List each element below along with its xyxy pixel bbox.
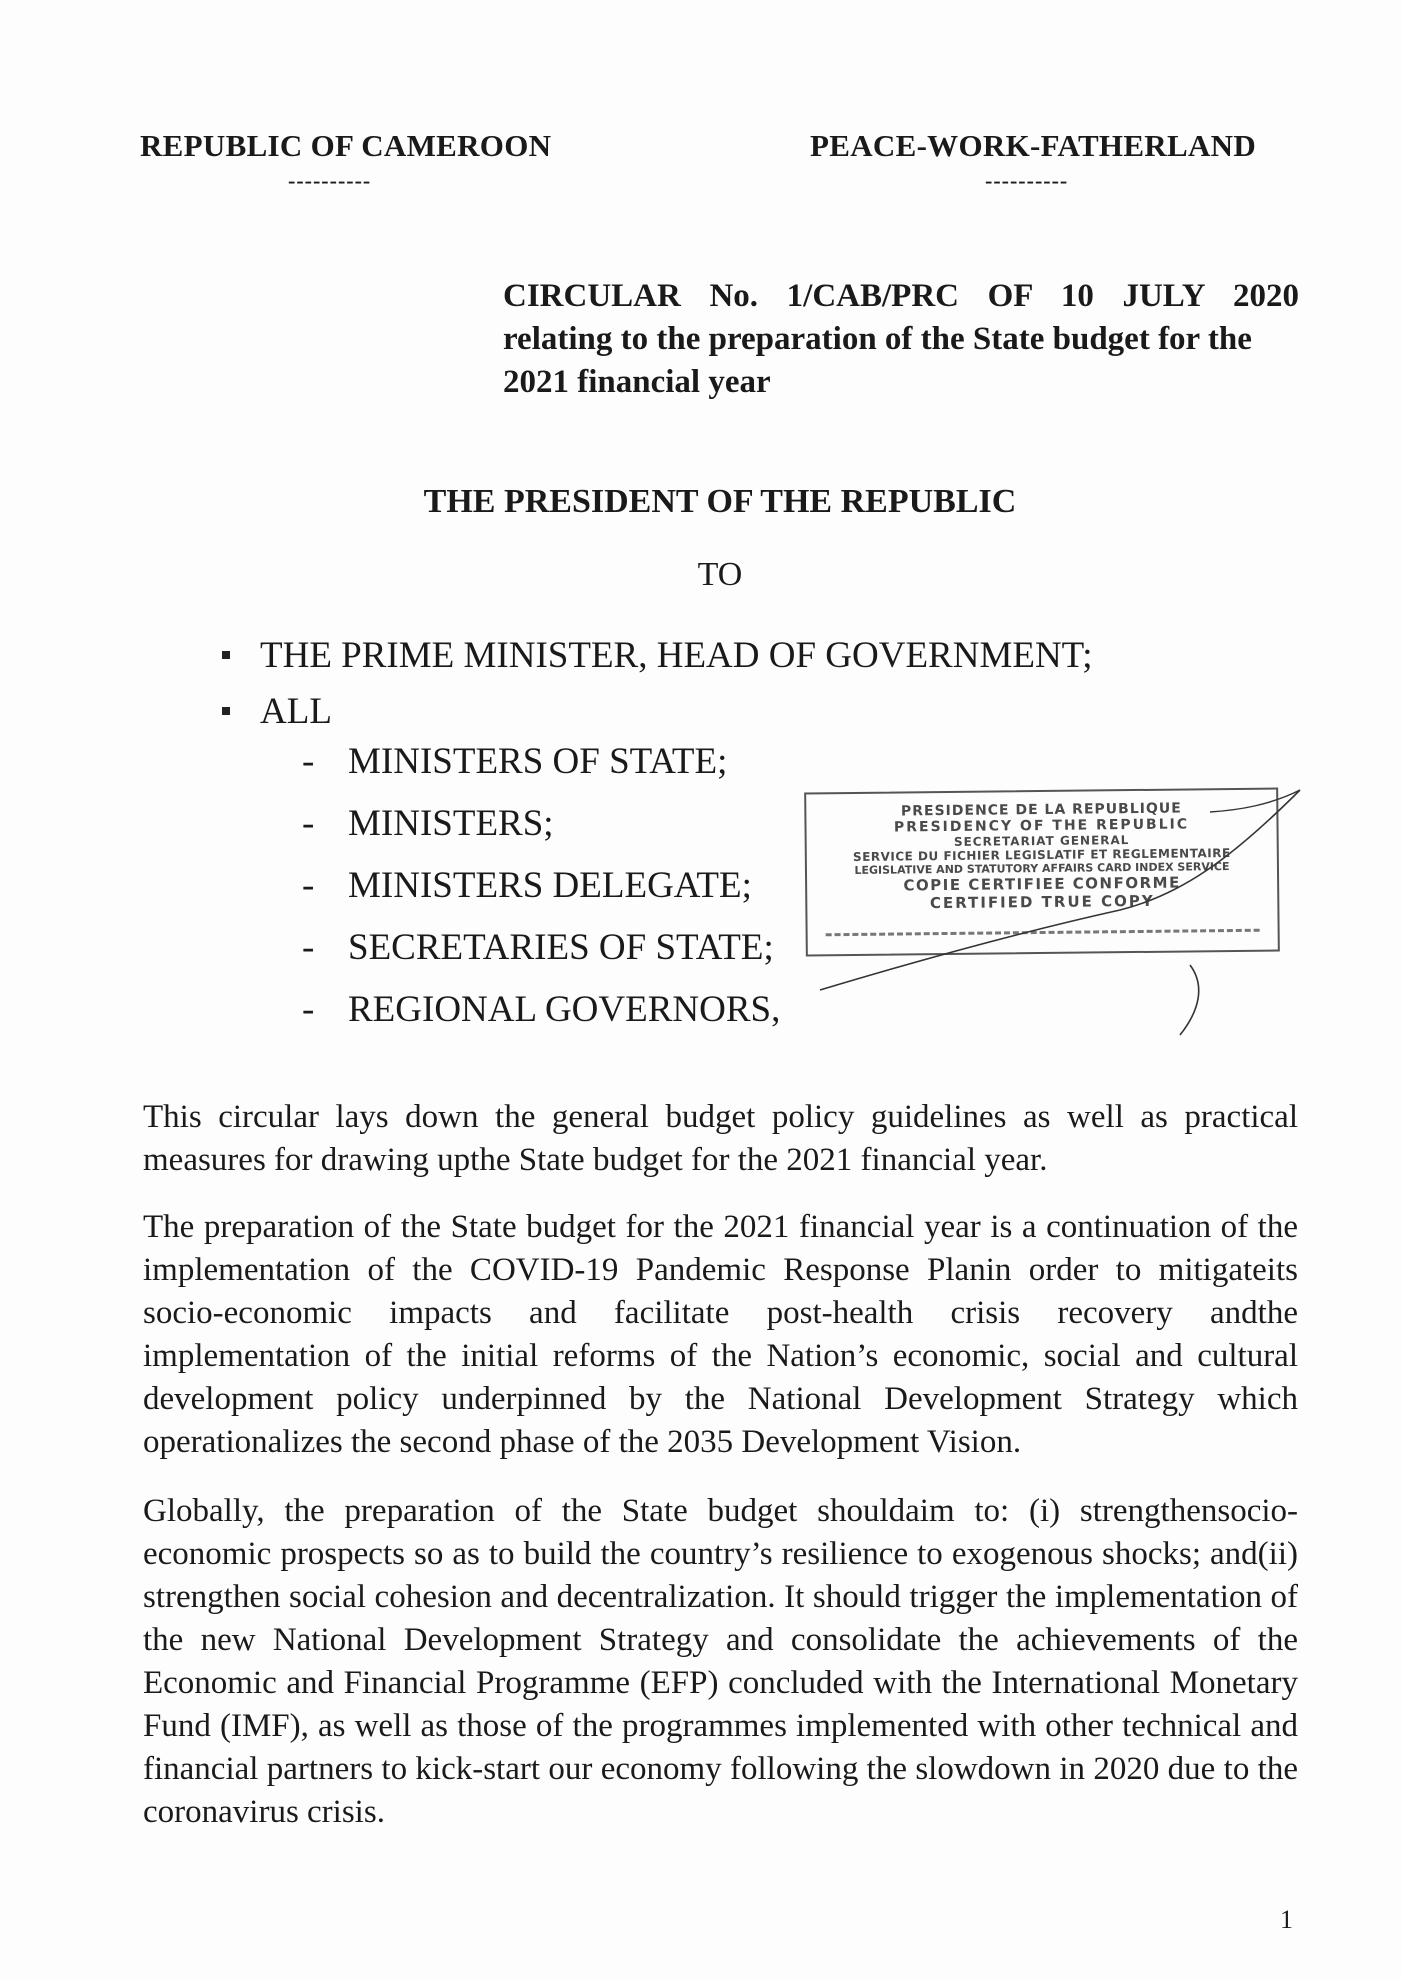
sub-recipient-item [302,730,780,792]
circular-title [503,275,1299,404]
sub-recipient-item [302,916,780,978]
body-paragraph: This circular lays down the general budget policy guidelines as well as practical measures for drawing upthe State budget for the 2021 financial year. [143,1099,1298,1178]
bullet-square-icon [222,651,230,659]
sub-recipient-item [302,792,780,854]
body-paragraph: Globally, the preparation of the State budget shouldaim to: (i) strengthensocio-economic prospects so as to build the country’s resilience to exogenous shocks; and(ii) strengthen social cohesion and decentralization. It should trigger the implementation of the new National Development Strategy and consolidate the achievements of the Economic and Financial Programme (EFP) concluded with the International Monetary Fund (IMF), as well as those of the programmes implemented with other technical and financial partners to kick-start our economy following the slowdown in 2020 due to the coronavirus crisis. [143,1493,1298,1830]
stamp-line: SECRETARIAT GENERAL [953,833,1130,849]
dash-icon: - [302,988,315,1030]
dash-icon: - [302,802,315,844]
header-left [140,128,551,194]
signature-scribble [800,770,1320,1050]
stamp-line: COPIE CERTIFIEE CONFORME [903,873,1181,895]
stamp-line: PRESIDENCY OF THE REPUBLIC [893,816,1190,836]
sub-recipient-text: MINISTERS; [348,802,554,844]
recipient-text: ALL [260,690,332,732]
circular-number: CIRCULAR No. 1/CAB/PRC OF 10 JULY 2020 [503,278,1299,314]
circular-subject-line: relating to the preparation of the State budget for the [503,321,1252,357]
stamp-line: CERTIFIED TRUE COPY [929,891,1155,913]
bullet-square-icon [222,707,230,715]
sub-recipient-text: SECRETARIES OF STATE; [348,926,774,968]
body-paragraph: The preparation of the State budget for the 2021 financial year is a continuation of the implementation of the COVID-19 Pandemic Response Planin order to mitigateits socio-economic impacts and facilitate post-health crisis recovery andthe implementation of the initial reforms of the Nation’s economic, social and cultural development policy underpinned by the National Development Strategy which operationalizes the second phase of the 2035 Development Vision. [143,1209,1298,1460]
dash-icon: - [302,864,315,906]
dash-icon: - [302,926,315,968]
stamp-line: LEGISLATIVE AND STATUTORY AFFAIRS CARD INDEX SERVICE [854,860,1230,877]
header-right-dashes: ---------- [985,168,1069,193]
stamp-line: PRESIDENCE DE LA REPUBLIQUE [900,800,1182,820]
sub-recipient-item [302,854,780,916]
country-name: REPUBLIC OF CAMEROON [140,128,552,163]
national-motto: PEACE-WORK-FATHERLAND [810,128,1257,163]
page-number: 1 [1280,1905,1293,1934]
sub-recipient-text: MINISTERS OF STATE; [348,740,728,782]
sub-recipient-text: REGIONAL GOVERNORS, [348,988,781,1030]
circular-subject-line: 2021 financial year [503,364,771,400]
sub-recipient-list [302,730,780,1040]
sub-recipient-text: MINISTERS DELEGATE; [348,864,752,906]
dash-icon: - [302,740,315,782]
recipient-item [222,627,1093,683]
stamp-line: SERVICE DU FICHIER LEGISLATIF ET REGLEMENTAIRE [852,846,1231,864]
header-right [810,128,1256,194]
addressor-heading: THE PRESIDENT OF THE REPUBLIC [423,483,1017,520]
recipient-text: THE PRIME MINISTER, HEAD OF GOVERNMENT; [260,634,1093,676]
header-left-dashes: ---------- [288,168,372,193]
recipient-list [222,627,1093,739]
to-label: TO [697,556,743,593]
sub-recipient-item [302,978,780,1040]
